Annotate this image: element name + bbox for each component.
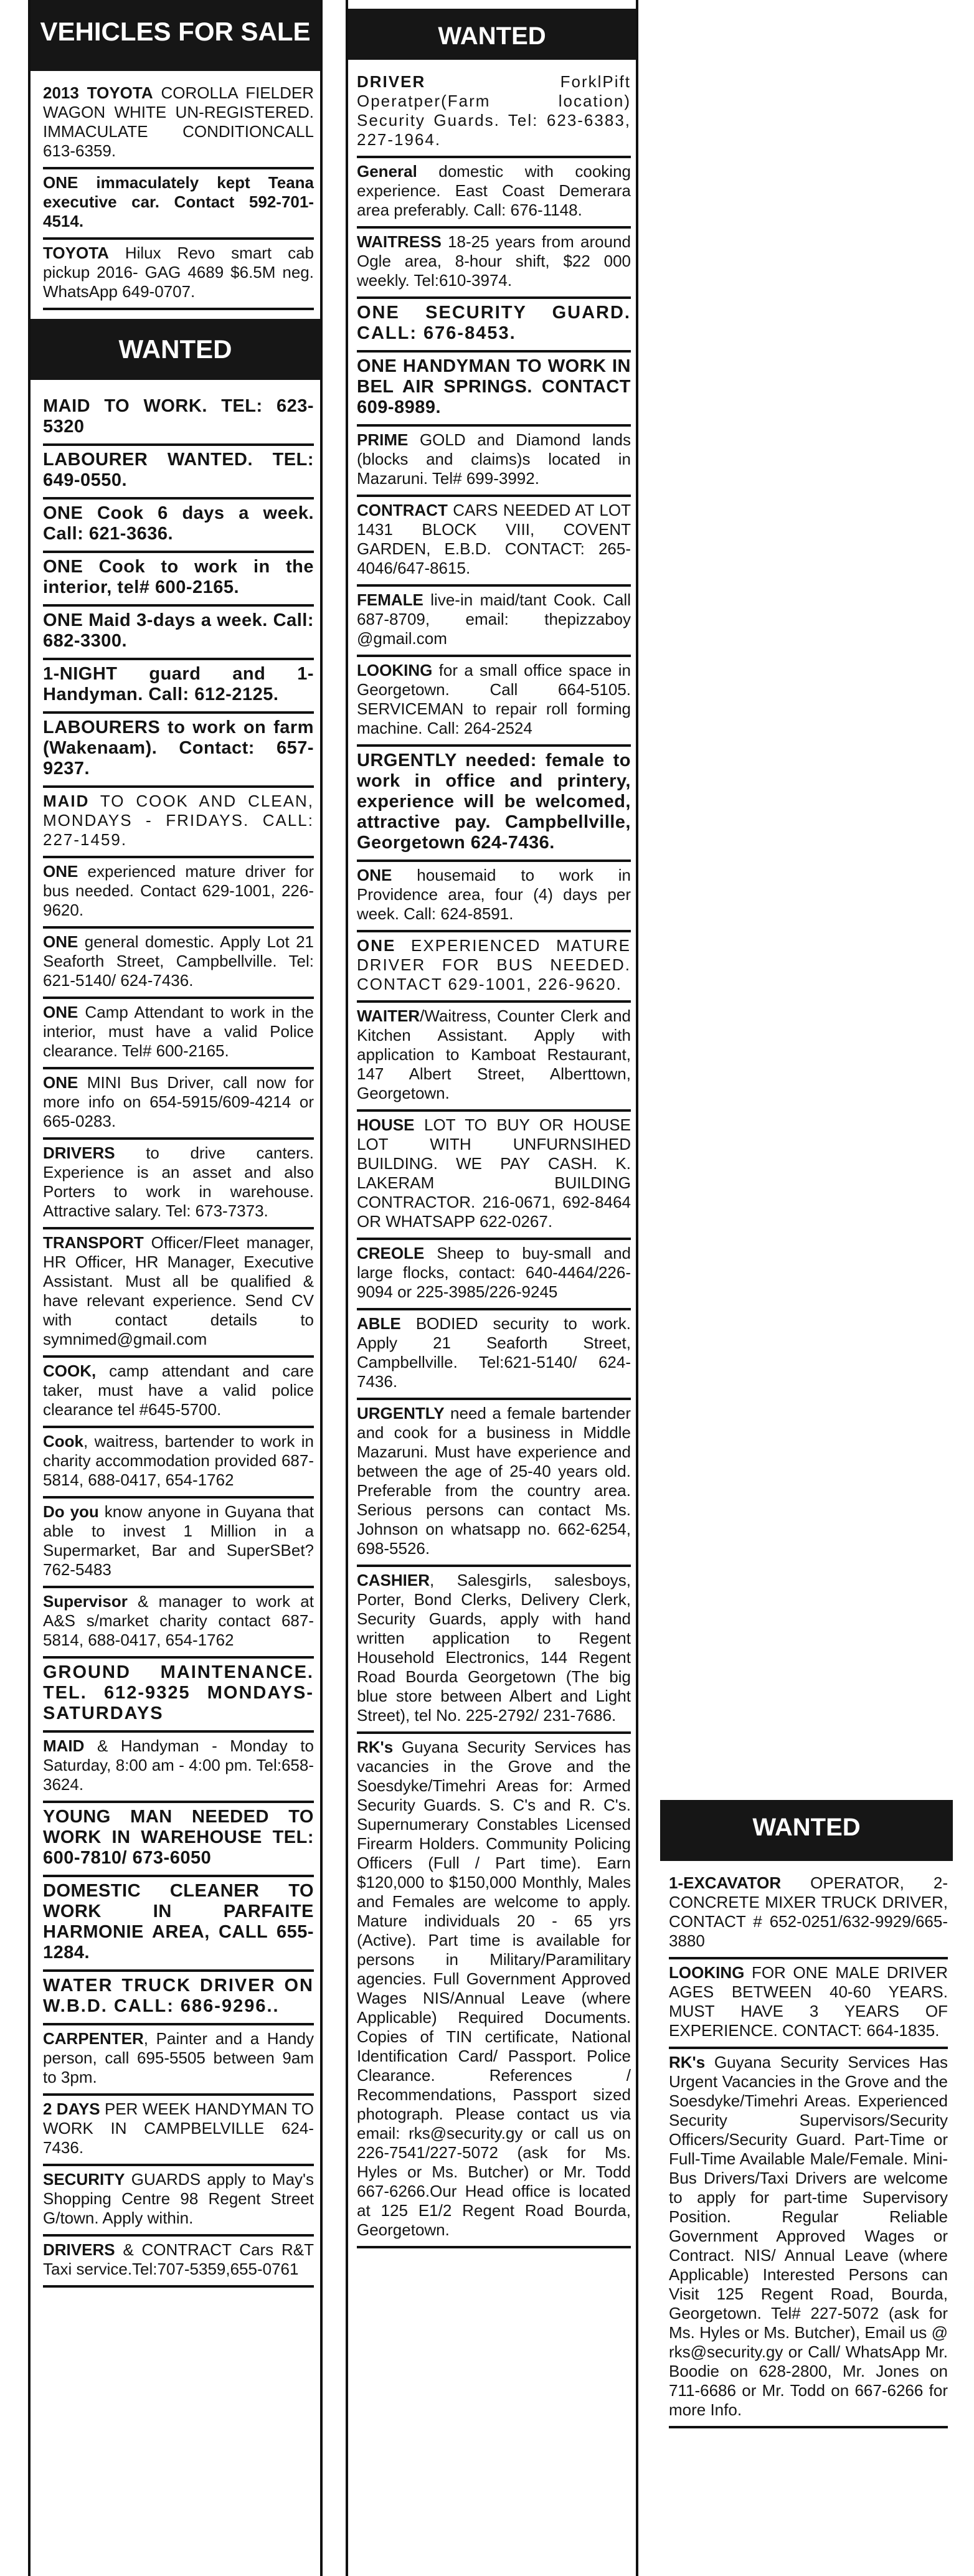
ad-lead: DRIVER [357,72,426,91]
ad-body: for a small office space in Georgetown. Call 664-5105. SERVICEMAN to repair roll forming machine. Call: 264-2524 [357,661,631,737]
classified-ad [357,1112,631,1240]
ad-lead: ONE Cook to work in the interior, tel# 600-2165. [43,557,314,597]
ad-lead: ONE [43,1073,78,1092]
ad-lead: LOOKING [669,1963,745,1982]
ad-lead: RK's [357,1738,394,1756]
ad-lead: URGENTLY needed: female to work in office and printery, experience will be welcomed, attractive pay. Campbellville, Georgetown 624-7436. [357,751,631,853]
classified-ad [43,240,314,310]
classified-ad [43,1588,314,1659]
classified-ad [43,1069,314,1140]
classified-ad [43,1229,314,1358]
ad-lead: FEMALE [357,590,423,609]
ad-lead: WATER TRUCK DRIVER ON W.B.D. CALL: 686-9296.. [43,1976,314,2016]
ad-lead: HOUSE [357,1115,415,1134]
ad-body: general domestic. Apply Lot 21 Seaforth Street, Campbellville. Tel: 621-5140/ 624-7436. [43,932,314,990]
ad-body: Guyana Security Services Has Urgent Vacancies in the Grove and the Soesdyke/Timehri Areas. Experienced Security Supervisors/Security Officers/Security Guard. Part-Time or Full-Time Available Male/Female. Mini-Bus Drivers/Taxi Drivers are welcome to apply for part-time Supervisory Position. Regular Reliable Government Approved Wages or Contract. NIS/ Annual Leave (where Applicable) Interested Persons can Visit 125 Regent Road, Bourda, Georgetown. Tel# 227-5072 (ask for Ms. Hyles or Ms. Butcher), Email us @ rks@security.gy or Call/ WhatsApp Mr. Boodie on 628-2800, Mr. Jones on 711-6686 or Mr. Todd on 667-6266 for more Info. [669,2053,948,2419]
classified-ad [43,1499,314,1588]
ad-lead: 1-EXCAVATOR [669,1873,782,1892]
ad-lead: TRANSPORT [43,1233,144,1252]
classified-ad [669,1959,948,2049]
classified-ad [43,80,314,169]
classified-ad [43,1358,314,1428]
wanted-header: WANTED [348,9,636,60]
ad-body: live-in maid/tant Cook. Call 687-8709, email: thepizzaboy @gmail.com [357,590,631,648]
classified-ad [669,2049,948,2428]
vehicles-for-sale-header: VEHICLES FOR SALE [31,0,320,71]
ad-lead: ONE [43,1003,78,1021]
ad-body: Camp Attendant to work in the interior, must have a valid Police clearance. Tel# 600-2165. [43,1003,314,1060]
ad-body: GUARDS apply to May's Shopping Centre 98 Regent Street G/town. Apply within. [43,2170,314,2227]
ad-body: BODIED security to work. Apply 21 Seaforth Street, Campbellville. Tel:621-5140/ 624-7436. [357,1314,631,1391]
ad-lead: 1-NIGHT guard and 1-Handyman. Call: 612-2125. [43,664,314,704]
wanted-header: WANTED [31,319,320,380]
ad-body: Officer/Fleet manager, HR Officer, HR Manager, Executive Assistant. Must all be qualified & have relevant experience. Send CV with contact details to symnimed@gmail.com [43,1233,314,1348]
ad-body: , waitress, bartender to work in charity accommodation provided 687-5814, 688-0417, 654-1762 [43,1432,314,1489]
classified-ad [357,657,631,747]
ad-body: LOT TO BUY OR HOUSE LOT WITH UNFURNSIHED BUILDING. WE PAY CASH. K. LAKERAM BUILDING CONTRACTOR. 216-0671, 692-8464 OR WHATSAPP 622-0267. [357,1115,631,1231]
ad-body: Hilux Revo smart cab pickup 2016- GAG 4689 $6.5M neg. WhatsApp 649-0707. [43,244,314,301]
ad-lead: ONE [357,866,392,884]
classified-ad [43,660,314,714]
classified-ad [43,446,314,500]
ad-lead: RK's [669,2053,706,2072]
classified-ad [43,169,314,240]
ad-body: MINI Bus Driver, call now for more info on 654-5915/609-4214 or 665-0283. [43,1073,314,1130]
wanted-list [31,392,320,2288]
ad-body: & CONTRACT Cars R&T Taxi service.Tel:707-5359,655-0761 [43,2240,314,2278]
ad-lead: TOYOTA [43,244,109,262]
ad-lead: LABOURER WANTED. TEL: 649-0550. [43,450,314,490]
ad-lead: ONE SECURITY GUARD. CALL: 676-8453. [357,303,631,343]
ad-lead: 2013 TOYOTA [43,83,153,102]
ad-body: OPERATOR, 2- CONCRETE MIXER TRUCK DRIVER, CONTACT # 652-0251/632-9929/665-3880 [669,1873,948,1950]
wanted-list [660,1870,953,2428]
ad-body: & manager to work at A&S s/market charity contact 687-5814, 688-0417, 654-1762 [43,1592,314,1649]
ad-lead: ONE Cook 6 days a week. Call: 621-3636. [43,503,314,544]
classified-ad [357,229,631,299]
ad-body: PER WEEK HANDYMAN TO WORK IN CAMPBELVILLE 624-7436. [43,2100,314,2157]
classifieds-column-2 [346,0,638,2576]
classified-ad [43,392,314,446]
ad-body: CARS NEEDED AT LOT 1431 BLOCK VIII, COVENT GARDEN, E.B.D. CONTACT: 265-4046/647-8615. [357,501,631,577]
ad-lead: Cook [43,1432,83,1451]
ad-lead: CREOLE [357,1244,425,1262]
classified-ad [357,1310,631,1400]
ad-lead: ONE [43,862,78,881]
wanted-header: WANTED [660,1800,953,1861]
ad-body: /Waitress, Counter Clerk and Kitchen Assistant. Apply with application to Kamboat Restaurant, 147 Albert Street, Alberttown, Georgetown. [357,1006,631,1102]
ad-lead: MAID [43,792,90,810]
ad-lead: Supervisor [43,1592,128,1611]
ad-lead: LOOKING [357,661,433,680]
ad-lead: LABOURERS to work on farm (Wakenaam). Contact: 657-9237. [43,717,314,779]
ad-lead: SECURITY [43,2170,125,2189]
classified-ad [43,929,314,999]
ad-body: TO COOK AND CLEAN, MONDAYS - FRIDAYS. CALL: 227-1459. [43,792,314,849]
ad-body: domestic with cooking experience. East Coast Demerara area preferably. Call: 676-1148. [357,162,631,219]
classified-ad [357,587,631,657]
ad-body: COROLLA FIELDER WAGON WHITE UN-REGISTERED. IMMACULATE CONDITIONCALL 613-6359. [43,83,314,160]
ad-lead: COOK, [43,1361,97,1380]
classified-ad [669,1870,948,1959]
classified-ad [43,1659,314,1733]
ad-body: experienced mature driver for bus needed. Contact 629-1001, 226-9620. [43,862,314,919]
ad-lead: DRIVERS [43,2240,115,2259]
ad-body: , Salesgirls, salesboys, Porter, Bond Clerks, Delivery Clerk, Security Guards, apply with hand written application to Regent Household Electronics, 144 Regent Road Bourda Georgetown (The big blue store between Albert and Light Street), tel No. 225-2792/ 231-7686. [357,1571,631,1725]
ad-lead: URGENTLY [357,1404,445,1423]
ad-lead: CONTRACT [357,501,448,519]
classified-ad [43,1803,314,1877]
ad-lead: PRIME [357,430,409,449]
classified-ad [43,553,314,607]
wanted-list [348,69,636,2248]
classified-ad [43,2096,314,2166]
ad-lead: ONE immaculately kept Teana executive car. Contact 592-701-4514. [43,173,314,230]
ad-lead: ONE HANDYMAN TO WORK IN BEL AIR SPRINGS. CONTACT 609-8989. [357,356,631,417]
ad-body: , Painter and a Handy person, call 695-5505 between 9am to 3pm. [43,2029,314,2086]
classified-ad [43,999,314,1069]
classified-ad [357,932,631,1003]
ad-lead: ABLE [357,1314,401,1333]
ad-body: need a female bartender and cook for a business in Middle Mazaruni. Must have experience and between the age of 25-40 years old. Preferable from the country area. Serious persons can contact Ms. Johnson on whatsapp no. 662-6254, 698-5526. [357,1404,631,1558]
classified-ad [43,1428,314,1499]
classified-ad [357,69,631,158]
classified-ad [357,747,631,862]
ad-lead: DOMESTIC CLEANER TO WORK IN PARFAITE HARMONIE AREA, CALL 655-1284. [43,1881,314,1963]
ad-body: Sheep to buy-small and large flocks, contact: 640-4464/226-9094 or 225-3985/226-9245 [357,1244,631,1301]
ad-body: GOLD and Diamond lands (blocks and claims)s located in Mazaruni. Tel# 699-3992. [357,430,631,488]
classifieds-column-1 [28,0,323,2576]
classified-ad [357,427,631,497]
ad-body: Guyana Security Services has vacancies in the Grove and the Soesdyke/Timehri Areas for: Armed Security Guards. S. C's and R. C's. Supernumerary Constables Licensed Firearm Holders. Community Policing Officers (Full / Part time). Earn $120,000 to $150,000 Monthly, Males and Females are welcome to apply. Mature individuals 20 - 65 yrs (Active). Part time is available for persons in Military/Paramilitary agencies. Full Government Approved Wages NIS/Annual Leave (where Applicable) Required Documents. Copies of TIN certificate, National Identification Card/ Passport. Police Clearance. References / Recommendations, Passport sized photograph. Please contact us via email: rks@security.gy or call us on 226-7541/227-5072 (ask for Ms. Hyles or Ms. Butcher) or Mr. Todd 667-6266.Our Head office is located at 125 E1/2 Regent Road Bourda, Georgetown. [357,1738,631,2239]
ad-lead: DRIVERS [43,1144,115,1162]
ad-lead: ONE [43,932,78,951]
ad-body: ForklPift Operatper(Farm location) Security Guards. Tel: 623-6383, 227-1964. [357,72,631,149]
ad-lead: MAID TO WORK. TEL: 623-5320 [43,396,314,437]
classified-ad [357,299,631,353]
ad-body: FOR ONE MALE DRIVER AGES BETWEEN 40-60 YEARS. MUST HAVE 3 YEARS OF EXPERIENCE. CONTACT: 664-1835. [669,1963,948,2040]
ad-lead: CASHIER [357,1571,430,1589]
ad-lead: MAID [43,1736,85,1755]
ad-lead: 2 DAYS [43,2100,100,2118]
classified-ad [43,607,314,660]
ad-lead: ONE [357,936,396,955]
classified-ad [43,1877,314,1972]
classified-ad [43,714,314,788]
classified-ad [43,2025,314,2096]
classified-ad [357,158,631,229]
classified-ad [43,1733,314,1803]
classified-ad [43,788,314,858]
classified-ad [43,1140,314,1229]
classified-ad [357,1400,631,1567]
vehicles-list [31,80,320,310]
classified-ad [43,2237,314,2288]
ad-body: housemaid to work in Providence area, four (4) days per week. Call: 624-8591. [357,866,631,923]
ad-body: camp attendant and care taker, must have a valid police clearance tel #645-5700. [43,1361,314,1419]
classified-ad [43,500,314,553]
classified-ad [357,1567,631,1734]
ad-lead: WAITRESS [357,232,442,251]
classified-ad [357,497,631,587]
classified-ad [357,1003,631,1112]
classified-ad [357,1240,631,1310]
classified-ad [357,862,631,932]
ad-body: to drive canters. Experience is an asset and also Porters to work in warehouse. Attractive salary. Tel: 673-7373. [43,1144,314,1220]
classified-ad [43,858,314,929]
classified-ad [357,353,631,427]
ad-lead: ONE Maid 3-days a week. Call: 682-3300. [43,610,314,651]
ad-lead: General [357,162,417,181]
ad-lead: GROUND MAINTENANCE. TEL. 612-9325 MONDAYS-SATURDAYS [43,1662,314,1723]
ad-body: know anyone in Guyana that able to invest 1 Million in a Supermarket, Bar and SuperSBet? 762-5483 [43,1502,314,1579]
ad-lead: CARPENTER [43,2029,144,2048]
ad-lead: WAITER [357,1006,420,1025]
classifieds-column-3 [660,0,953,2576]
classified-ad [357,1734,631,2248]
ad-lead: YOUNG MAN NEEDED TO WORK IN WAREHOUSE TEL: 600-7810/ 673-6050 [43,1807,314,1868]
classified-ad [43,2166,314,2237]
ad-lead: Do you [43,1502,99,1521]
ad-body: 18-25 years from around Ogle area, 8-hour shift, $22 000 weekly. Tel:610-3974. [357,232,631,290]
ad-body: EXPERIENCED MATURE DRIVER FOR BUS NEEDED. CONTACT 629-1001, 226-9620. [357,936,631,993]
ad-body: & Handyman - Monday to Saturday, 8:00 am - 4:00 pm. Tel:658-3624. [43,1736,314,1794]
classified-ad [43,1972,314,2025]
